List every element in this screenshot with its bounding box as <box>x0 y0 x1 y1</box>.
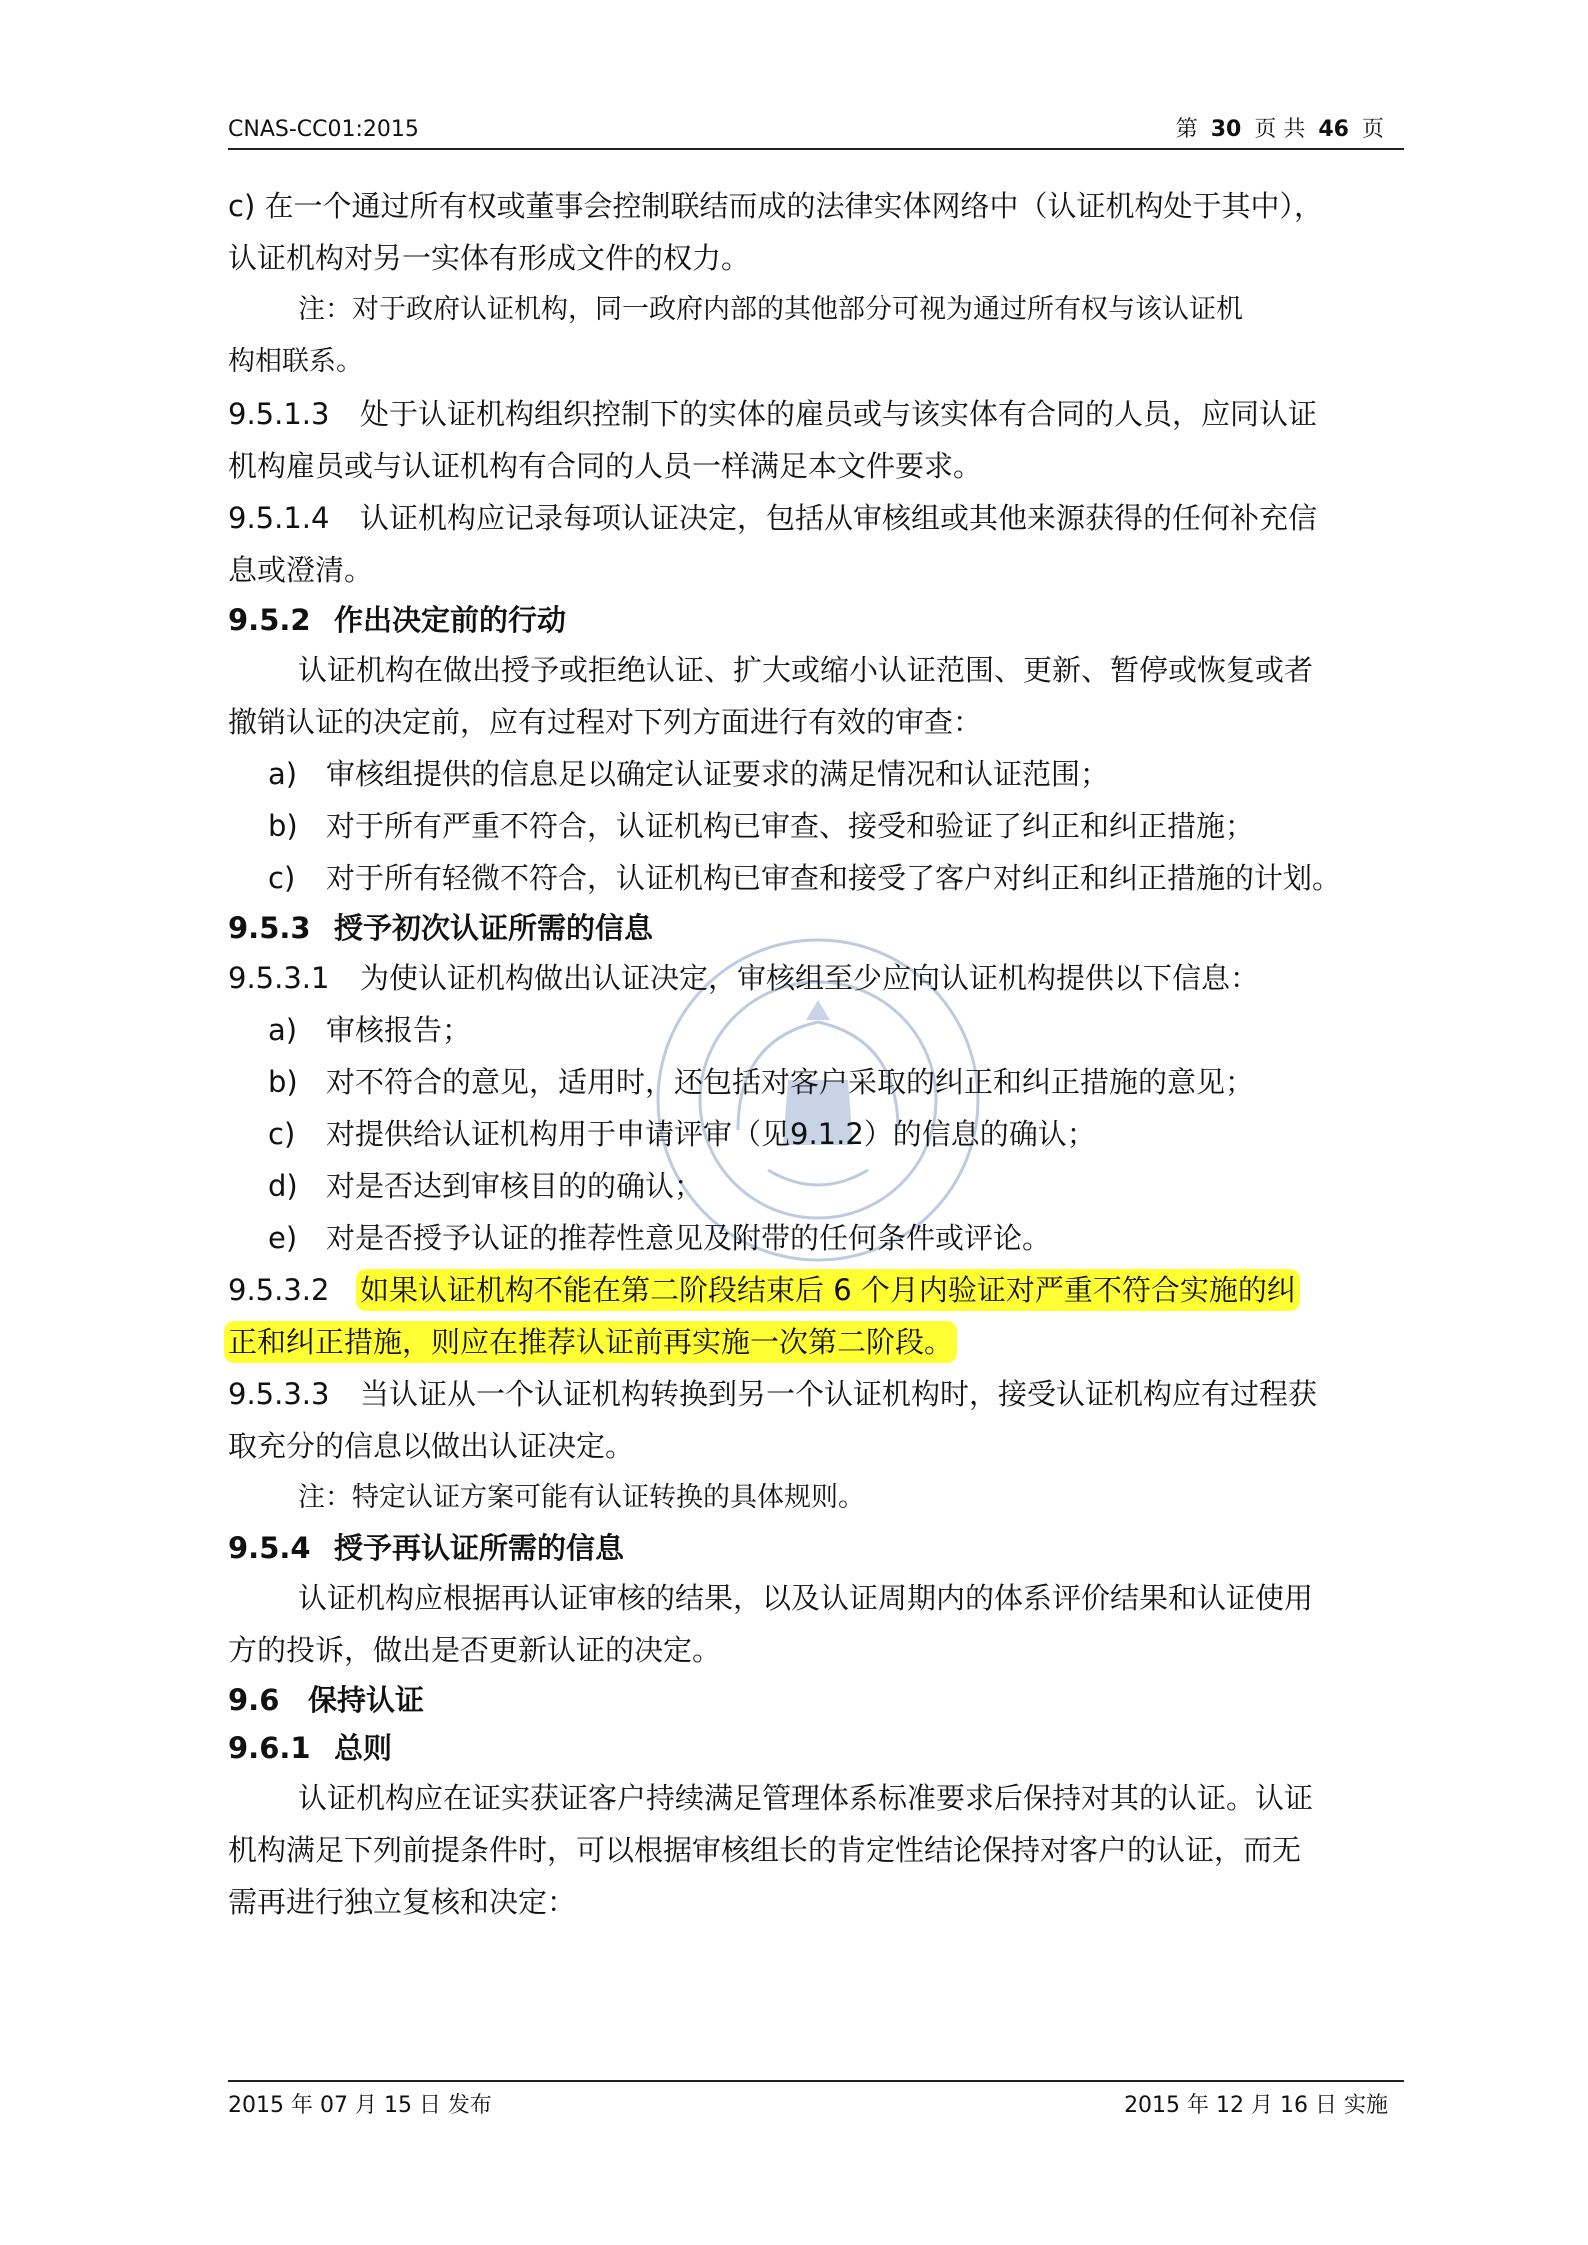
clause-number: 9.5.3.1 <box>228 961 330 995</box>
clause-9513-line2: 机构雇员或与认证机构有合同的人员一样满足本文件要求。 <box>228 449 983 483</box>
list-item <box>228 852 1404 904</box>
list-label: a) <box>268 1013 298 1047</box>
list-item <box>228 748 1404 800</box>
list-text: 对于所有轻微不符合，认证机构已审查和接受了客户对纠正和纠正措施的计划。 <box>326 861 1342 895</box>
doc-code: CNAS-CC01:2015 <box>228 117 419 142</box>
list-label: b) <box>268 809 298 843</box>
clause-c-line1: c) 在一个通过所有权或董事会控制联结而成的法律实体网络中（认证机构处于其中）， <box>228 189 1323 223</box>
document-body <box>228 180 1404 1928</box>
list-label: c) <box>268 861 296 895</box>
heading-number: 9.6.1 <box>228 1731 311 1765</box>
issue-date: 2015 年 07 月 15 日 发布 <box>228 2093 492 2118</box>
list-text: 对不符合的意见，适用时，还包括对客户采取的纠正和纠正措施的意见； <box>326 1065 1255 1099</box>
clause-text: 当认证从一个认证机构转换到另一个认证机构时，接受认证机构应有过程获 <box>360 1377 1318 1411</box>
clause-text: 为使认证机构做出认证决定，审核组至少应向认证机构提供以下信息： <box>360 961 1260 995</box>
para-952-line2: 撤销认证的决定前，应有过程对下列方面进行有效的审查： <box>228 705 983 739</box>
list-text: 对是否达到审核目的的确认； <box>326 1169 704 1203</box>
heading-961 <box>228 1724 1404 1772</box>
list-text: 对于所有严重不符合，认证机构已审查、接受和验证了纠正和纠正措施； <box>326 809 1255 843</box>
clause-9533-line2: 取充分的信息以做出认证决定。 <box>228 1429 635 1463</box>
para-961-line3: 需再进行独立复核和决定： <box>228 1885 577 1919</box>
list-text: 审核组提供的信息足以确定认证要求的满足情况和认证范围； <box>326 757 1110 791</box>
heading-number: 9.5.2 <box>228 603 311 637</box>
list-label: c) <box>268 1117 296 1151</box>
note-2: 注：特定认证方案可能有认证转换的具体规则。 <box>298 1482 865 1513</box>
clause-9514-line2: 息或澄清。 <box>228 553 374 587</box>
heading-96 <box>228 1676 1404 1724</box>
list-item <box>228 1212 1404 1264</box>
page-prefix: 第 <box>1175 117 1198 142</box>
list-item <box>228 1160 1404 1212</box>
para-954-line2: 方的投诉，做出是否更新认证的决定。 <box>228 1633 722 1667</box>
clause-c-line2: 认证机构对另一实体有形成文件的权力。 <box>228 241 751 275</box>
note-1-line1: 注：对于政府认证机构，同一政府内部的其他部分可视为通过所有权与该认证机 <box>298 294 1243 325</box>
clause-9532-line1 <box>228 1264 1404 1316</box>
list-label: e) <box>268 1221 298 1255</box>
heading-text: 作出决定前的行动 <box>334 603 567 637</box>
list-item <box>228 1108 1404 1160</box>
heading-952 <box>228 596 1404 644</box>
clause-9532-line2 <box>228 1316 1404 1368</box>
page-footer <box>228 2080 1404 2118</box>
clause-number: 9.5.3.2 <box>228 1273 330 1307</box>
heading-text: 保持认证 <box>308 1683 425 1717</box>
list-label: d) <box>268 1169 298 1203</box>
para-961-line1: 认证机构应在证实获证客户持续满足管理体系标准要求后保持对其的认证。认证 <box>298 1781 1314 1815</box>
effective-date: 2015 年 12 月 16 日 实施 <box>1124 2093 1388 2118</box>
clause-text: 认证机构应记录每项认证决定，包括从审核组或其他来源获得的任何补充信 <box>360 501 1318 535</box>
clause-9514-line1 <box>228 492 1404 544</box>
page-header <box>228 112 1404 150</box>
heading-number: 9.5.3 <box>228 911 311 945</box>
heading-number: 9.5.4 <box>228 1531 311 1565</box>
clause-number: 9.5.1.3 <box>228 397 330 431</box>
page-current: 30 <box>1210 117 1242 142</box>
clause-9531 <box>228 952 1404 1004</box>
heading-number: 9.6 <box>228 1683 280 1717</box>
page-mid: 页 共 <box>1254 117 1306 142</box>
highlighted-text: 正和纠正措施，则应在推荐认证前再实施一次第二阶段。 <box>228 1325 954 1359</box>
list-text: 审核报告； <box>326 1013 472 1047</box>
list-label: b) <box>268 1065 298 1099</box>
clause-number: 9.5.3.3 <box>228 1377 330 1411</box>
clause-9533-line1 <box>228 1368 1404 1420</box>
page-total: 46 <box>1318 117 1349 142</box>
list-text: 对提供给认证机构用于申请评审（见9.1.2）的信息的确认； <box>326 1117 1096 1151</box>
list-item <box>228 1056 1404 1108</box>
heading-954 <box>228 1524 1404 1572</box>
page-number <box>1176 112 1384 148</box>
heading-text: 总则 <box>334 1731 393 1765</box>
clause-number: 9.5.1.4 <box>228 501 330 535</box>
list-text: 对是否授予认证的推荐性意见及附带的任何条件或评论。 <box>326 1221 1052 1255</box>
clause-9513-line1 <box>228 388 1404 440</box>
note-1-line2: 构相联系。 <box>228 346 363 377</box>
heading-text: 授予再认证所需的信息 <box>334 1531 625 1565</box>
para-952-line1: 认证机构在做出授予或拒绝认证、扩大或缩小认证范围、更新、暂停或恢复或者 <box>298 653 1314 687</box>
list-item <box>228 800 1404 852</box>
para-954-line1: 认证机构应根据再认证审核的结果，以及认证周期内的体系评价结果和认证使用 <box>298 1581 1314 1615</box>
page-suffix: 页 <box>1361 117 1384 142</box>
para-961-line2: 机构满足下列前提条件时，可以根据审核组长的肯定性结论保持对客户的认证，而无 <box>228 1833 1302 1867</box>
list-label: a) <box>268 757 298 791</box>
heading-text: 授予初次认证所需的信息 <box>334 911 654 945</box>
clause-text: 处于认证机构组织控制下的实体的雇员或与该实体有合同的人员，应同认证 <box>360 397 1318 431</box>
list-item <box>228 1004 1404 1056</box>
highlighted-text: 如果认证机构不能在第二阶段结束后 6 个月内验证对严重不符合实施的纠 <box>360 1273 1296 1307</box>
heading-953 <box>228 904 1404 952</box>
